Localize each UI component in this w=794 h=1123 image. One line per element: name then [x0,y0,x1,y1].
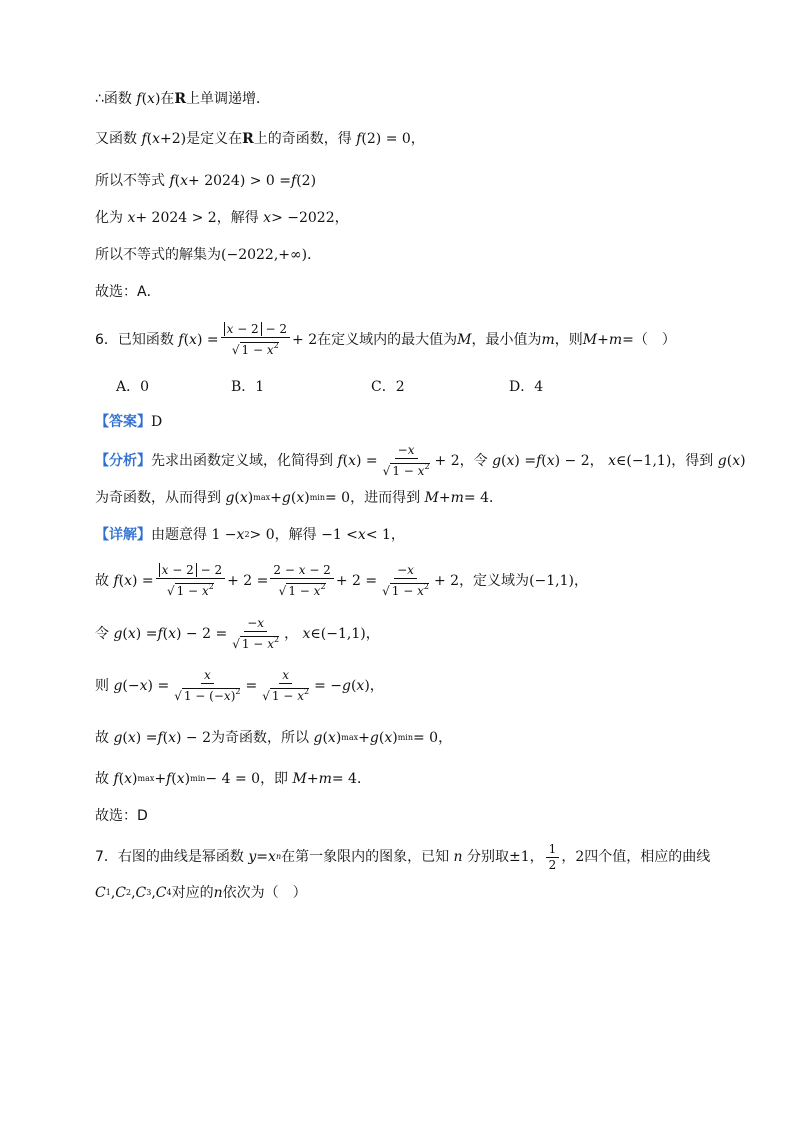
question-7-line-2: C 1 , C 2 , C 3 , C 4 对应的 n 依次为（ ） [95,885,307,901]
line-odd-function: 又函数 f ( x +2) 是定义在 R 上的奇函数，得 f (2) = 0 ， [95,131,425,147]
option-d: D．4 [509,379,544,395]
option-b: B．1 [231,379,265,395]
line-monotonic: ∴函数 f ( x ) 在 R 上单调递增． [95,91,271,107]
detail-tag: 【详解】 [95,527,151,543]
option-a: A．0 [116,379,150,395]
line-inequality: 所以不等式 f ( x + 2024) > 0 = f (2) [95,173,317,189]
choose-a-text: 故选：A． [95,284,161,300]
choose-d-text: 故选：D [95,808,148,824]
question-6: 6．已知函数 f ( x ) = $\frac{x - 2 - 2}{√ 1 - x^2}$ + 2 在定义域内的最大值为 M ，最小值为 m ，则 M + m = （ ） [95,322,676,357]
answer-tag: 【答案】 [95,414,151,430]
option-c: C．2 [371,379,405,395]
choose-d-line [95,805,148,827]
analysis-tag: 【分析】 [95,453,151,469]
detail-line-3: 令 g ( x ) = f ( x ) − 2 = $\frac{-x}{√ 1 - x^2}$ ， x ∈(−1,1) ， [95,616,380,651]
line-reduce: 化为 x + 2024 > 2 ，解得 x > −2022 ， [95,210,349,226]
detail-line-4: 则 g (− x ) = $\frac{x}{√ 1 - (-x)^2}$ = $\frac{x}{√ 1 - x^2}$ = − g ( x ) ， [95,668,384,703]
detail-line-1: 【详解】 由题意得 1 − x 2 > 0 ，解得 −1 < x < 1 ， [95,524,405,546]
line-choose-a [95,281,161,303]
answer-value: D [151,414,163,430]
question-7-line-1: 7．右图的曲线是幂函数 y = x n 在第一象限内的图象，已知 n 分别取 ±1 ， $\frac{1}{2}$ ， 2 四个值，相应的曲线 [95,841,711,872]
detail-line-6: 故 f ( x ) max + f ( x ) min − 4 = 0 ，即 M + m = 4 ． [95,771,371,787]
analysis-line-1: 【分析】 先求出函数定义域，化简得到 f ( x ) = $\frac{-x}{√ 1 - x^2}$ + 2 ，令 g ( x ) = f ( x ) − 2 ， x ∈(−1,1) ，得到 g ( x ) [95,443,746,478]
answer-line [95,411,162,433]
detail-line-2: 故 f ( x ) = $\frac{x - 2 - 2}{√ 1 - x^2}$ + 2 = $\frac{2 - x - 2}{√ 1 - x^2}$ + 2 = $\frac{-x}{√ 1 - x^2}$ + 2 ，定义域为 (−1,1) ， [95,563,588,598]
detail-line-5: 故 g ( x ) = f ( x ) − 2 为奇函数，所以 g ( x ) max + g ( x ) min = 0 ， [95,730,453,746]
analysis-line-2: 为奇函数，从而得到 g ( x ) max + g ( x ) min = 0 ，进而得到 M + m = 4 ． [95,490,503,506]
line-solution-set: 所以不等式的解集为 (−2022,+∞) ． [95,247,322,263]
